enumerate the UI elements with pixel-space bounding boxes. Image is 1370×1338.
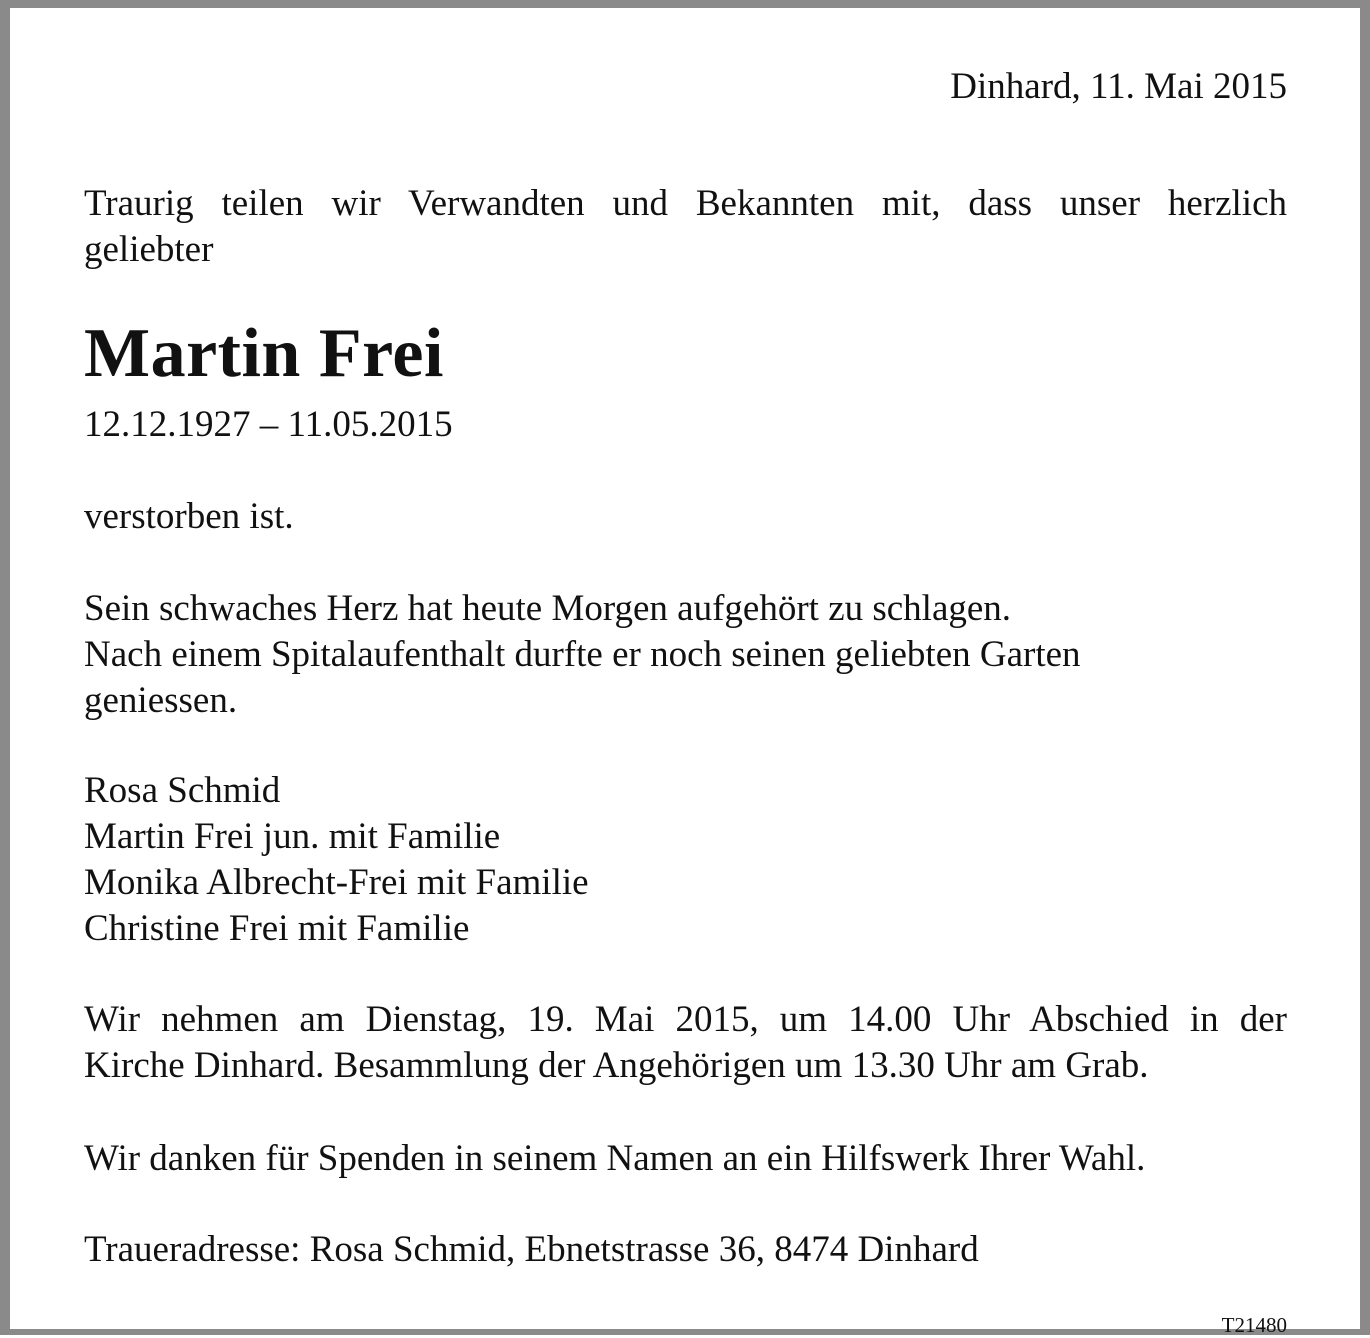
mourning-address: Traueradresse: Rosa Schmid, Ebnetstrasse 36, 8474 Dinhard bbox=[84, 1229, 979, 1270]
life-dates: 12.12.1927 – 11.05.2015 bbox=[84, 404, 453, 445]
service-line: Wir nehmen am Dienstag, 19. Mai 2015, um 14.00 Uhr Abschied in der bbox=[84, 999, 1287, 1040]
paragraph-line: geniessen. bbox=[84, 680, 238, 721]
service-line: Kirche Dinhard. Besammlung der Angehörigen um 13.30 Uhr am Grab. bbox=[84, 1045, 1149, 1086]
mourner-name: Martin Frei jun. mit Familie bbox=[84, 816, 501, 857]
service-info bbox=[84, 997, 1287, 1089]
deceased-name: Martin Frei bbox=[84, 315, 444, 392]
intro-text bbox=[84, 181, 1287, 273]
obituary-notice bbox=[84, 0, 1287, 1335]
paragraph-line: Nach einem Spitalaufenthalt durfte er noch seinen geliebten Garten bbox=[84, 634, 1081, 675]
intro-line: Traurig teilen wir Verwandten und Bekannten mit, dass unser herzlich bbox=[84, 183, 1287, 224]
mourner-name: Rosa Schmid bbox=[84, 770, 281, 811]
died-text: verstorben ist. bbox=[84, 496, 294, 537]
reference-code: T21480 bbox=[1221, 1313, 1287, 1337]
paragraph-line: Sein schwaches Herz hat heute Morgen aufgehört zu schlagen. bbox=[84, 588, 1012, 629]
farewell-paragraph bbox=[84, 586, 1287, 724]
mourners-list bbox=[84, 768, 589, 952]
mourner-name: Christine Frei mit Familie bbox=[84, 908, 470, 949]
donation-thanks: Wir danken für Spenden in seinem Namen an ein Hilfswerk Ihrer Wahl. bbox=[84, 1138, 1146, 1179]
mourner-name: Monika Albrecht-Frei mit Familie bbox=[84, 862, 589, 903]
place-date: Dinhard, 11. Mai 2015 bbox=[950, 66, 1287, 107]
intro-line: geliebter bbox=[84, 229, 214, 270]
